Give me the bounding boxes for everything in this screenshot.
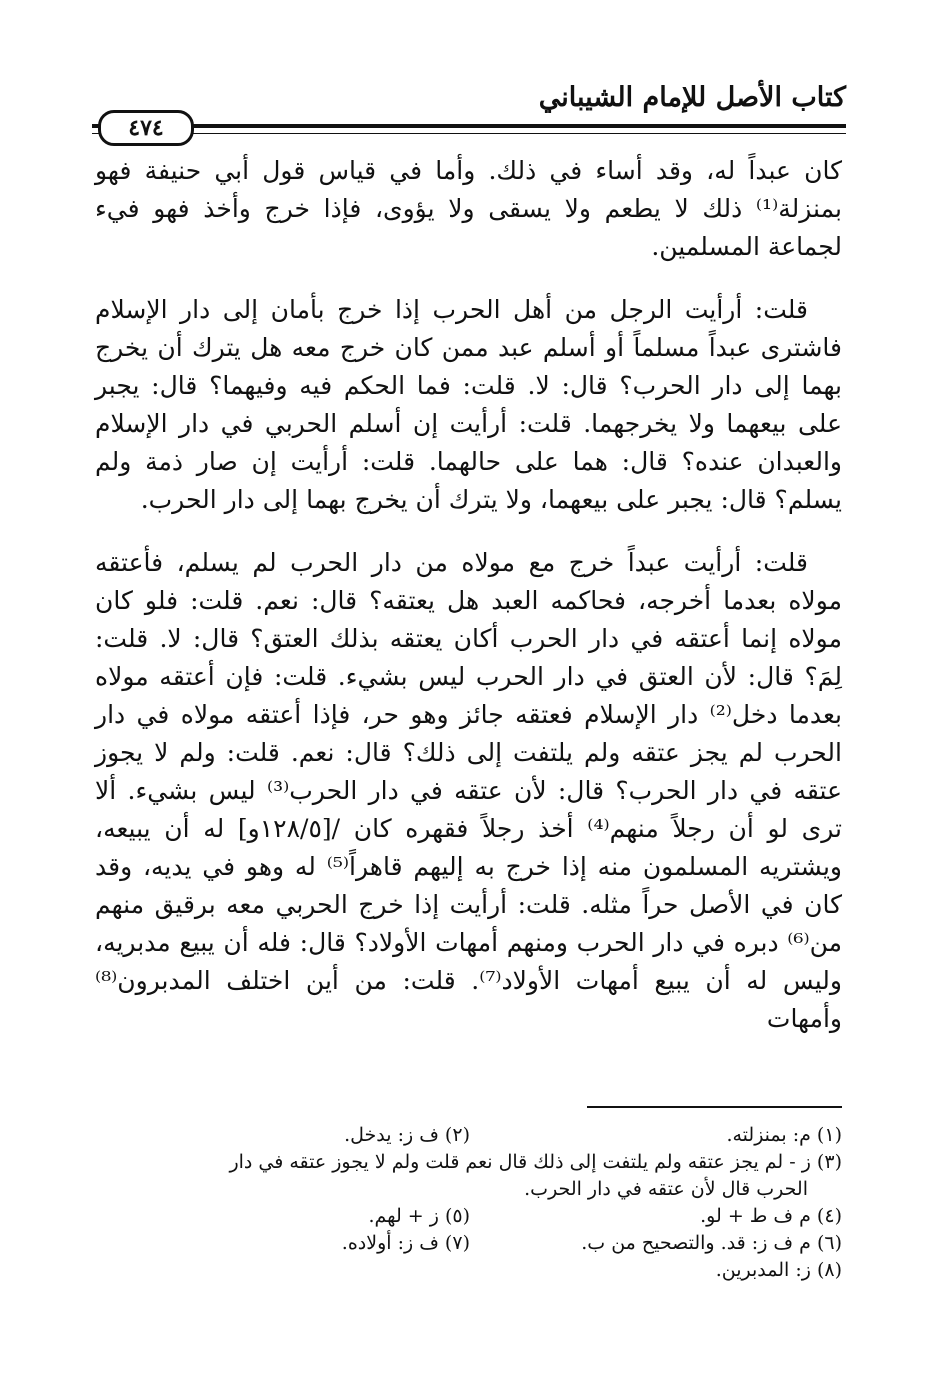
header-rule-thick xyxy=(92,124,846,128)
footnote-1: (١) م: بمنزلته. xyxy=(726,1124,842,1146)
paragraph-2: قلت: أرأيت الرجل من أهل الحرب إذا خرج بأمان إلى دار الإسلام فاشترى عبداً مسلماً أو أسلم عبد ممن كان خرج معه هل يترك أن يخرج بهما إلى دار الحرب؟ قال: لا. قلت: فما الحكم فيه وفيهما؟ قال: يجبر على بيعهما ولا يخرجهما. قلت: أرأيت إن أسلم الحربي في دار الإسلام والعبدان عنده؟ قال: هما على حالهما. قلت: أرأيت إن صار ذمة ولم يسلم؟ قال: يجبر على بيعهما، ولا يترك أن يخرج بهما إلى دار الحرب. xyxy=(95,295,842,514)
footnote-3 xyxy=(98,1149,842,1203)
footnote-row xyxy=(98,1203,842,1230)
running-header-title: كتاب الأصل للإمام الشيباني xyxy=(538,82,846,113)
footnote-5: (٥) ز + لهم. xyxy=(368,1205,470,1227)
footnote-3-line-2: الحرب قال لأن عتقه في دار الحرب. xyxy=(524,1178,808,1200)
footnotes xyxy=(98,1122,842,1284)
footnote-row xyxy=(98,1230,842,1257)
footnote-6: (٦) م ف ز: قد. والتصحيح من ب. xyxy=(581,1232,842,1254)
footnote-separator xyxy=(587,1106,842,1108)
main-text xyxy=(95,152,842,1063)
footnote-8: (٨) ز: المدبرين. xyxy=(715,1259,842,1281)
page-number-badge: ٤٧٤ xyxy=(98,110,194,146)
footnote-2: (٢) ف ز: يدخل. xyxy=(344,1124,470,1146)
footnote-4: (٤) م ف ط + لو. xyxy=(700,1205,842,1227)
header-rule-thin xyxy=(92,133,846,134)
paragraph-1: كان عبداً له، وقد أساء في ذلك. وأما في قياس قول أبي حنيفة فهو بمنزلة⁽¹⁾ ذلك لا يطعم ولا يسقى ولا يؤوى، فإذا خرج وأخذ فهو فيء لجماعة المسلمين. xyxy=(95,156,842,261)
footnote-3-line-1: (٣) ز - لم يجز عتقه ولم يلتفت إلى ذلك قال نعم قلت ولم لا يجوز عتقه في دار xyxy=(229,1151,842,1173)
footnote-7: (٧) ف ز: أولاده. xyxy=(341,1232,470,1254)
paragraph-3: قلت: أرأيت عبداً خرج مع مولاه من دار الحرب لم يسلم، فأعتقه مولاه بعدما أخرجه، فحاكمه العبد هل يعتقه؟ قال: نعم. قلت: فلو كان مولاه إنما أعتقه في دار الحرب أكان يعتقه بذلك العتق؟ قال: لا. قلت: لِمَ؟ قال: لأن العتق في دار الحرب ليس بشيء. قلت: فإن أعتقه مولاه بعدما دخل⁽²⁾ دار الإسلام فعتقه جائز وهو حر، فإذا أعتقه مولاه في دار الحرب لم يجز عتقه ولم يلتفت إلى ذلك؟ قال: نعم. قلت: ولم لا يجوز عتقه في دار الحرب؟ قال: لأن عتقه في دار الحرب⁽³⁾ ليس بشيء. ألا ترى لو أن رجلاً منهم⁽⁴⁾ أخذ رجلاً فقهره كان /[١٢٨/٥و] له أن يبيعه، ويشتريه المسلمون منه إذا خرج به إليهم قاهراً⁽⁵⁾ له وهو في يديه، وقد كان في الأصل حراً مثله. قلت: أرأيت إذا خرج الحربي معه برقيق منهم من⁽⁶⁾ دبره في دار الحرب ومنهم أمهات الأولاد؟ قال: فله أن يبيع مدبريه، وليس له أن يبيع أمهات الأولاد⁽⁷⁾. قلت: من أين اختلف المدبرون⁽⁸⁾ وأمهات xyxy=(95,548,843,1033)
footnote-row xyxy=(98,1149,842,1203)
footnote-row xyxy=(98,1122,842,1149)
footnote-row xyxy=(98,1257,842,1284)
